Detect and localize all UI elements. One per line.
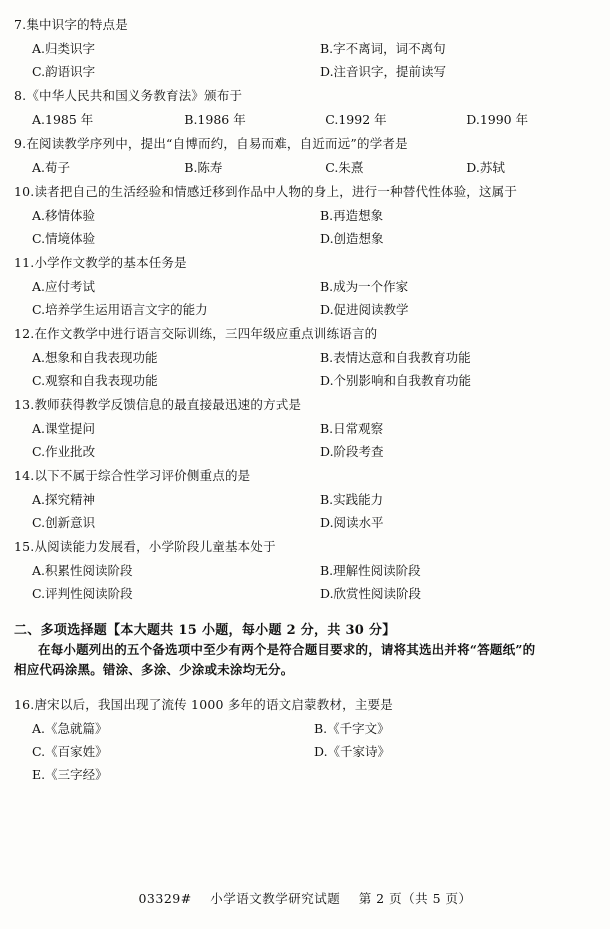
- section-heading: 二、多项选择题【本大题共 15 小题，每小题 2 分，共 30 分】: [14, 622, 396, 638]
- question-14: [14, 467, 596, 534]
- section-description-line1: 在每小题列出的五个备选项中至少有两个是符合题目要求的，请将其选出并将“答题纸”的: [38, 641, 536, 657]
- option-a[interactable]: A.移情体验: [32, 207, 96, 223]
- option-a[interactable]: A.1985 年: [32, 111, 94, 127]
- option-b[interactable]: B.1986 年: [184, 111, 246, 127]
- option-a[interactable]: A.《急就篇》: [32, 720, 108, 736]
- option-c[interactable]: C.情境体验: [32, 230, 96, 246]
- option-b[interactable]: B.日常观察: [320, 420, 384, 436]
- question-15: [14, 538, 596, 605]
- question-stem: 11.小学作文教学的基本任务是: [14, 254, 187, 270]
- question-stem: 9.在阅读教学序列中，提出“自博而约，自易而难，自近而远”的学者是: [14, 135, 408, 151]
- option-a[interactable]: A.荀子: [32, 159, 71, 175]
- option-a[interactable]: A.归类识字: [32, 40, 96, 56]
- option-d[interactable]: D.注音识字，提前读写: [320, 63, 447, 79]
- option-b[interactable]: B.陈寿: [184, 159, 223, 175]
- option-a[interactable]: A.探究精神: [32, 491, 96, 507]
- option-d[interactable]: D.欣赏性阅读阶段: [320, 585, 422, 601]
- option-a[interactable]: A.想象和自我表现功能: [32, 349, 158, 365]
- question-7: [14, 16, 596, 83]
- option-b[interactable]: B.《千字文》: [314, 720, 390, 736]
- option-list: [14, 204, 596, 250]
- option-d[interactable]: D.苏轼: [466, 159, 505, 175]
- option-b[interactable]: B.理解性阅读阶段: [320, 562, 421, 578]
- question-stem: 16.唐宋以后，我国出现了流传 1000 多年的语文启蒙教材，主要是: [14, 697, 393, 712]
- question-stem: 14.以下不属于综合性学习评价侧重点的是: [14, 467, 251, 483]
- option-list: [14, 346, 596, 392]
- question-13: [14, 396, 596, 463]
- option-c[interactable]: C.评判性阅读阶段: [32, 585, 133, 601]
- option-list: [14, 108, 596, 131]
- option-list: [14, 156, 596, 179]
- option-list: [14, 417, 596, 463]
- question-stem: 7.集中识字的特点是: [14, 17, 128, 32]
- option-a[interactable]: A.积累性阅读阶段: [32, 562, 133, 578]
- option-list: [14, 488, 596, 534]
- option-b[interactable]: B.再造想象: [320, 207, 384, 223]
- section-description-line2: 相应代码涂黑。错涂、多涂、少涂或未涂均无分。: [14, 662, 294, 678]
- exam-title: 小学语文教学研究试题: [210, 891, 341, 906]
- page-footer: [0, 889, 610, 907]
- question-10: [14, 183, 596, 250]
- question-stem: 15.从阅读能力发展看，小学阶段儿童基本处于: [14, 538, 276, 554]
- question-16: [14, 696, 596, 786]
- option-c[interactable]: C.1992 年: [325, 111, 387, 127]
- option-c[interactable]: C.《百家姓》: [32, 743, 108, 759]
- option-c[interactable]: C.培养学生运用语言文字的能力: [32, 301, 208, 317]
- option-c[interactable]: C.作业批改: [32, 443, 96, 459]
- question-9: [14, 135, 596, 179]
- option-list: [14, 275, 596, 321]
- option-e[interactable]: E.《三字经》: [32, 767, 108, 782]
- question-stem: 8.《中华人民共和国义务教育法》颁布于: [14, 88, 243, 103]
- question-11: [14, 254, 596, 321]
- option-b[interactable]: B.字不离词，词不离句: [320, 40, 446, 56]
- option-c[interactable]: C.创新意识: [32, 514, 96, 530]
- option-list: [14, 559, 596, 605]
- page-number: 第 2 页（共 5 页）: [358, 891, 472, 906]
- option-d[interactable]: D.1990 年: [466, 111, 529, 127]
- question-stem: 13.教师获得教学反馈信息的最直接最迅速的方式是: [14, 396, 302, 412]
- option-c[interactable]: C.朱熹: [325, 159, 364, 175]
- option-b[interactable]: B.实践能力: [320, 491, 384, 507]
- question-12: [14, 325, 596, 392]
- option-d[interactable]: D.《千家诗》: [314, 743, 391, 759]
- option-d[interactable]: D.阅读水平: [320, 514, 384, 530]
- option-a[interactable]: A.课堂提问: [32, 420, 96, 436]
- option-a[interactable]: A.应付考试: [32, 278, 96, 294]
- option-c[interactable]: C.韵语识字: [32, 63, 96, 79]
- question-stem: 10.读者把自己的生活经验和情感迁移到作品中人物的身上，进行一种替代性体验，这属于: [14, 183, 518, 199]
- section-description: [14, 640, 596, 681]
- option-d[interactable]: D.个别影响和自我教育功能: [320, 372, 472, 388]
- option-b[interactable]: B.表情达意和自我教育功能: [320, 349, 471, 365]
- option-c[interactable]: C.观察和自我表现功能: [32, 372, 158, 388]
- option-b[interactable]: B.成为一个作家: [320, 278, 409, 294]
- question-8: [14, 87, 596, 131]
- option-d[interactable]: D.促进阅读教学: [320, 301, 409, 317]
- option-list: [14, 717, 596, 786]
- question-stem: 12.在作文教学中进行语言交际训练，三四年级应重点训练语言的: [14, 325, 378, 341]
- option-d[interactable]: D.创造想象: [320, 230, 384, 246]
- exam-code: 03329#: [138, 891, 192, 906]
- option-list: [14, 37, 596, 83]
- option-d[interactable]: D.阶段考查: [320, 443, 384, 459]
- exam-content: [14, 16, 596, 790]
